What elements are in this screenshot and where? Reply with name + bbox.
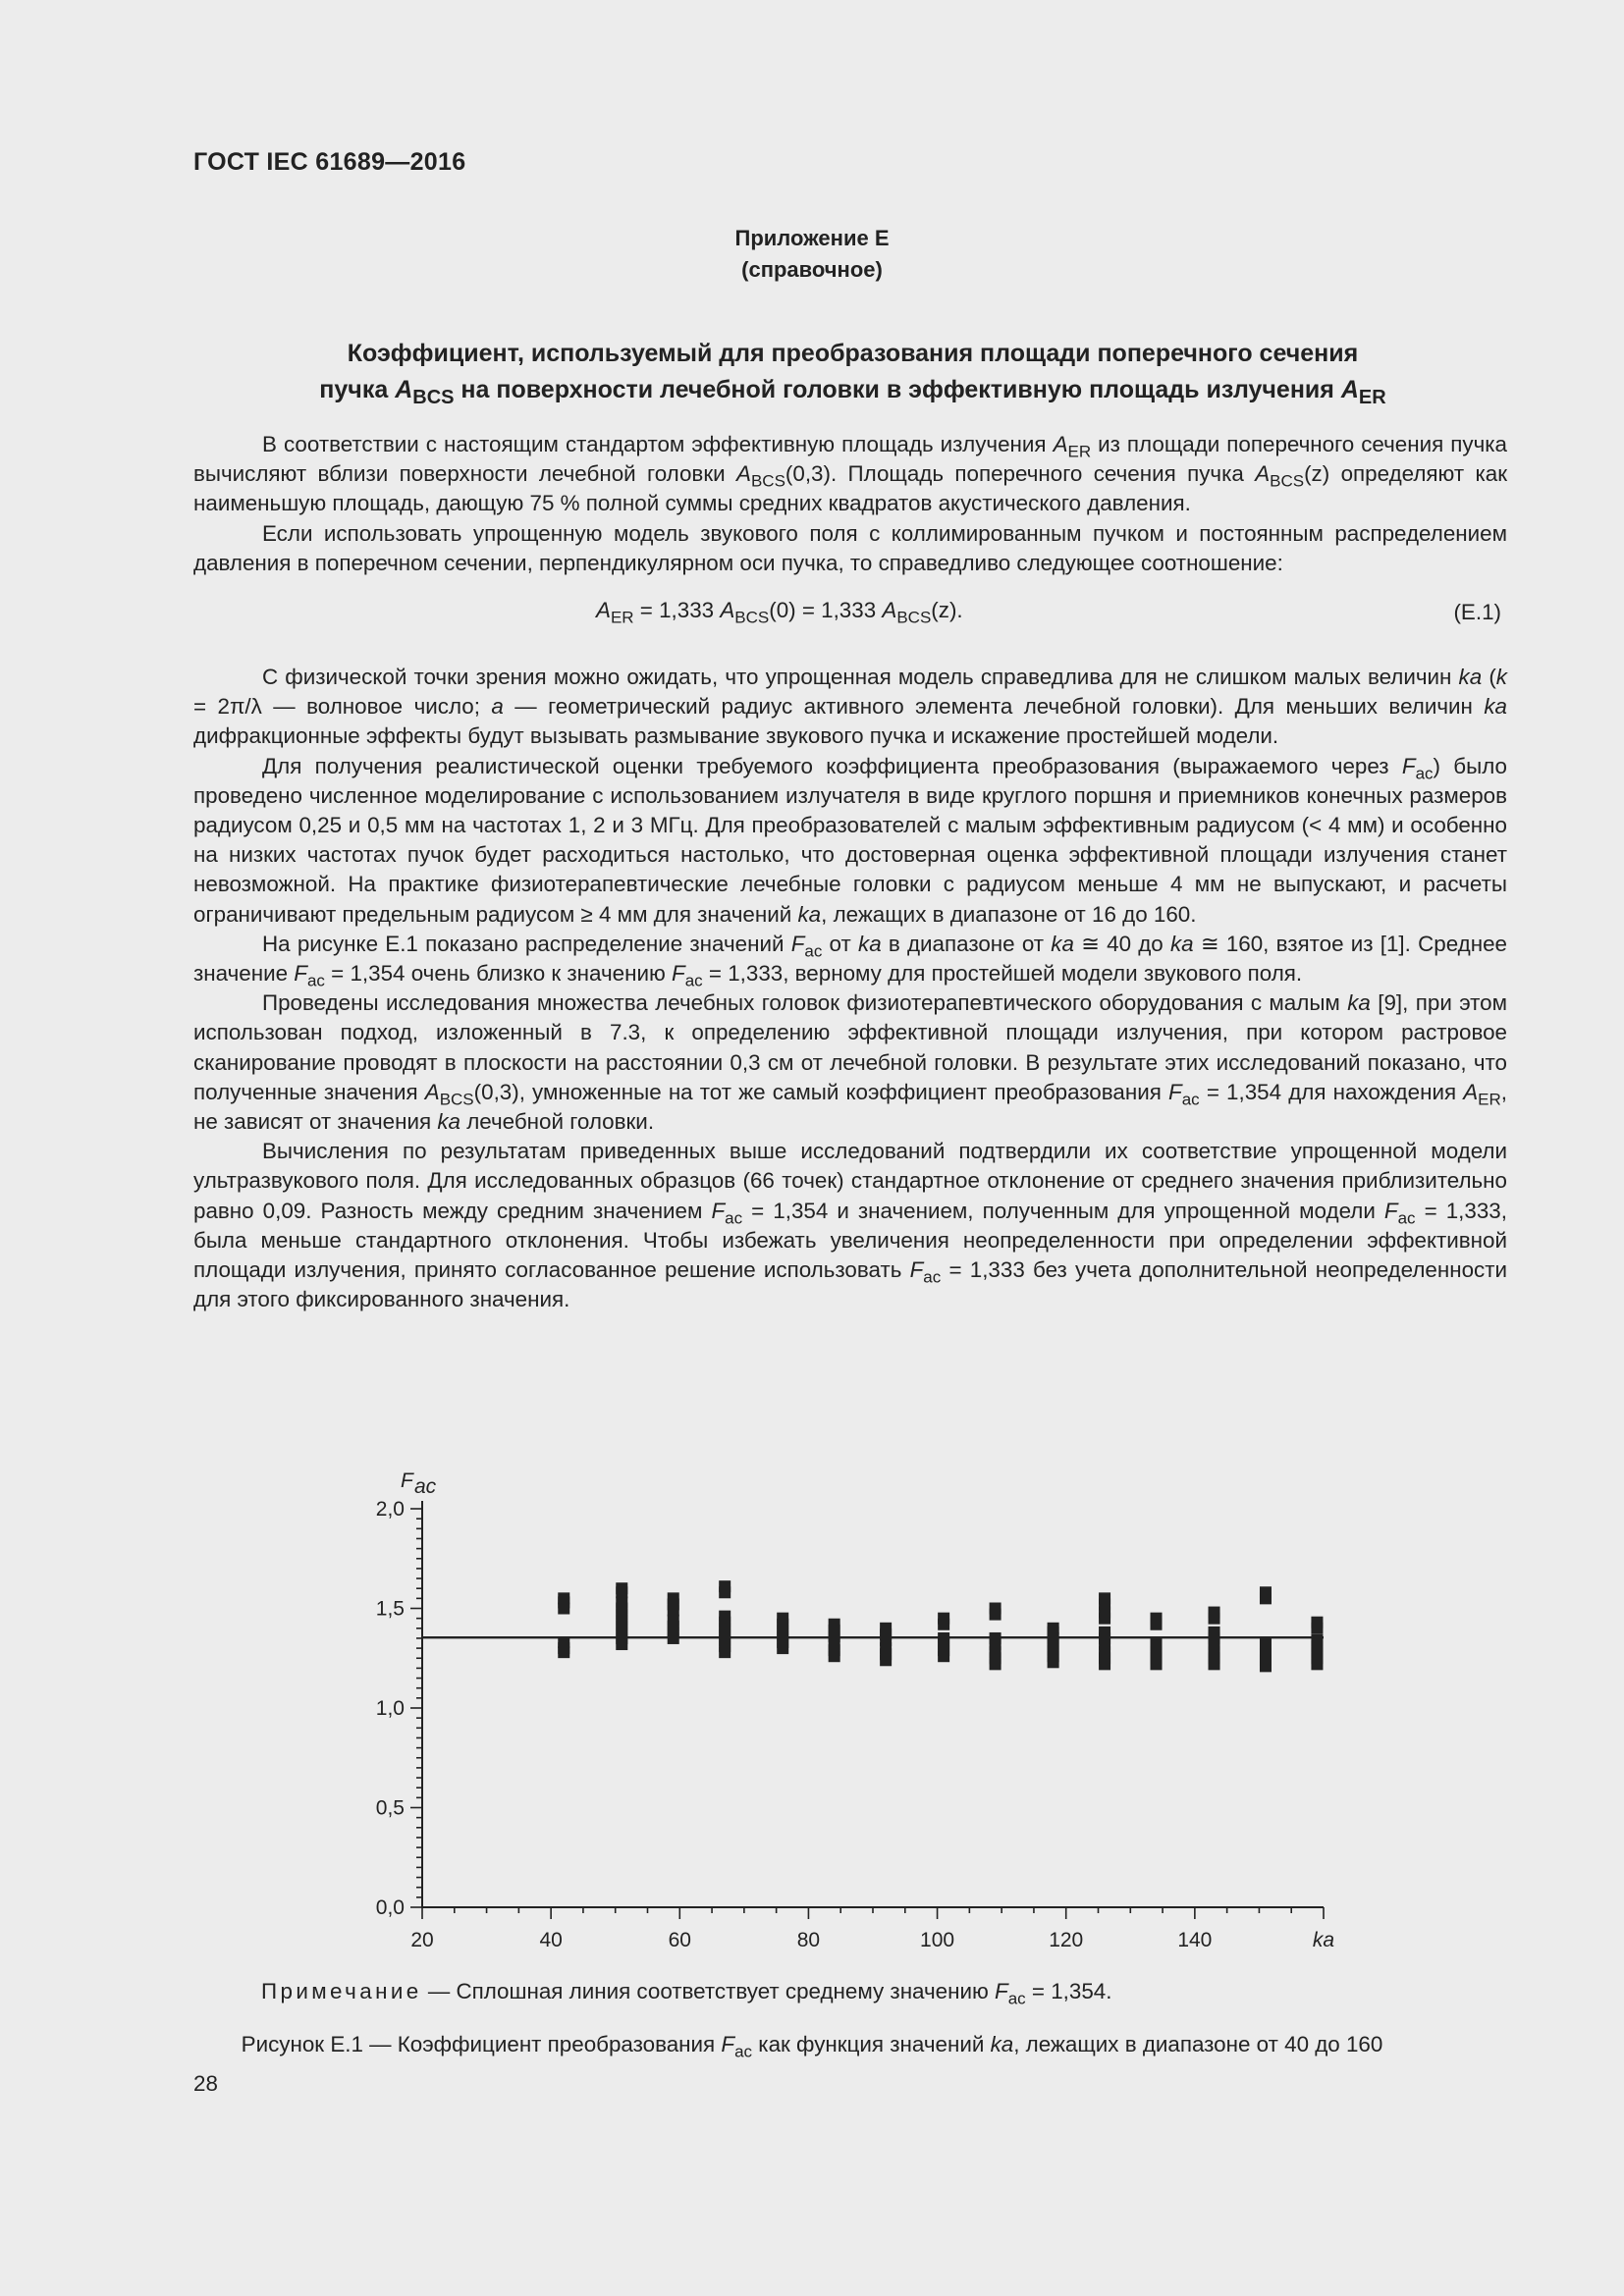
page-number: 28 [193, 2071, 218, 2096]
paragraph-6: Проведены исследования множества лечебных головок физиотерапевтического оборудования с малым ka [9], при этом использован подход, изложенный в 7.3, к определению эффективной площади излучения, при котором растровое сканирование проводят в плоскости на расстоянии 0,3 см от лечебной головки. В результате этих исследований показано, что полученные значения $A_{BCS}(0,3)$, умноженные на тот же самый коэффициент преобразования $F_{ac} = 1,354$ для нахождения $A_{ER}$, не зависят от значения ka лечебной головки. [193, 990, 1508, 1135]
data-point [1151, 1638, 1163, 1650]
data-point [616, 1582, 627, 1594]
paragraph-5: На рисунке Е.1 показано распределение значений $F_{ac}$ от ka в диапазоне от ka ≅ 40 до ka ≅ 160, взятое из [1]. Среднее значение $F_{ac} = 1,354$ очень близко к значению $F_{ac} = 1,333$, верному для простейшей модели звукового поля. [193, 931, 1507, 990]
data-point [938, 1613, 949, 1625]
data-point [990, 1603, 1001, 1615]
formula-number: (Е.1) [1453, 600, 1501, 625]
paragraph-2: Если использовать упрощенную модель звукового поля с коллимированным пучком и постоянным распределением давления в поперечном сечении, перпендикулярном оси пучка, то справедливо следующее соотношение: [193, 520, 1507, 575]
data-point [1151, 1613, 1163, 1625]
x-tick-label: 20 [410, 1929, 434, 1951]
data-point [558, 1636, 569, 1648]
data-point [1260, 1638, 1272, 1650]
title-line1: Коэффициент, используемый для преобразования площади поперечного сечения [347, 340, 1359, 367]
data-point [558, 1592, 569, 1604]
data-point [990, 1632, 1001, 1644]
figure-caption: Рисунок Е.1 — Коэффициент преобразования $F_{ac}$ как функция значений ka, лежащих в диапазоне от 40 до 160 [241, 2032, 1383, 2061]
paragraph-3: С физической точки зрения можно ожидать, что упрощенная модель справедлива для не слишком малых величин ka (k = 2π/λ — волновое число; a — геометрический радиус активного элемента лечебной головки). Для меньших величин ka дифракционные эффекты будут вызывать размывание звукового пучка и искажение простейшей модели. [193, 665, 1507, 749]
y-axis-label-sub: ac [414, 1475, 437, 1498]
y-axis-label: F [401, 1469, 413, 1492]
y-tick-label: 1,5 [375, 1597, 405, 1621]
x-tick-label: 60 [668, 1929, 691, 1951]
data-point [1209, 1607, 1220, 1619]
appendix-type: (справочное) [741, 257, 883, 282]
data-point [880, 1623, 892, 1634]
data-point [829, 1619, 840, 1630]
chart-svg [324, 1463, 1345, 1973]
paragraph-4: Для получения реалистической оценки требуемого коэффициента преобразования (выражаемого через $F_{ac}$) было проведено численное моделирование с использованием излучателя в виде круглого поршня и приемников конечных размеров радиусом 0,25 и 0,5 мм на частотах 1, 2 и 3 МГц. Для преобразователей с малым эффективным радиусом (< 4 мм) и особенно на низких частотах пучок будет расходиться настолько, что достоверная оценка эффективной площади излучения станет невозможной. На практике физиотерапевтические лечебные головки с радиусом меньше 4 мм не выпускают, и расчеты ограничивают предельным радиусом ≥ 4 мм для значений ka, лежащих в диапазоне от 16 до 160. [193, 753, 1507, 927]
data-point [1311, 1617, 1323, 1629]
figure-e1-chart [324, 1463, 1345, 1973]
x-tick-label: 40 [539, 1929, 563, 1951]
paragraph-1: В соответствии с настоящим стандартом эффективную площадь излучения $A_{ER}$ из площади поперечного сечения пучка вычисляют вблизи поверхности лечебной головки $A_{BCS}(0,3)$. Площадь поперечного сечения пучка $A_{BCS}(z)$ определяют как наименьшую площадь, дающую 75 % полной суммы средних квадратов акустического давления. [193, 432, 1508, 516]
body-text [193, 430, 1507, 1314]
y-tick-label: 0,5 [375, 1796, 405, 1820]
data-point [1209, 1627, 1220, 1638]
paragraph-7: Вычисления по результатам приведенных выше исследований подтвердили их соответствие упрощенной модели ультразвукового поля. Для исследованных образцов (66 точек) стандартное отклонение от среднего значения приблизительно равно 0,09. Разность между средним значением $F_{ac} = 1,354$ и значением, полученным для упрощенной модели $F_{ac} = 1,333$, была меньше стандартного отклонения. Чтобы избежать увеличения неопределенности при определении эффективной площади излучения, принято согласованное решение использовать $F_{ac} = 1,333$ без учета дополнительной неопределенности для этого фиксированного значения. [193, 1139, 1507, 1312]
y-tick-label: 0,0 [375, 1896, 405, 1919]
appendix-title: Приложение Е [734, 226, 890, 250]
x-axis-label: ka [1312, 1929, 1335, 1951]
x-tick-label: 120 [1049, 1929, 1084, 1951]
data-point [719, 1611, 731, 1623]
x-tick-label: 140 [1177, 1929, 1213, 1951]
data-point [1311, 1634, 1323, 1646]
formula-expression: $A_{ER} = 1,333$ $A_{BCS}(0) = 1,333$ $A_{BCS}(z)$. [596, 598, 963, 627]
standard-header: ГОСТ IEC 61689—2016 [193, 148, 466, 176]
data-point [1099, 1592, 1110, 1604]
formula-e1 [193, 584, 1507, 643]
data-point [777, 1613, 788, 1625]
data-point [719, 1580, 731, 1592]
y-tick-label: 2,0 [375, 1498, 405, 1521]
x-tick-label: 100 [920, 1929, 955, 1951]
data-point [1048, 1623, 1059, 1634]
figure-note: Примечание — Сплошная линия соответствует среднему значению $F_{ac} = 1,354$. [261, 1979, 1112, 2008]
data-point [668, 1592, 679, 1604]
data-point [1099, 1627, 1110, 1638]
data-point [938, 1632, 949, 1644]
section-title: Коэффициент, используемый для преобразования площади поперечного сечения пучка $A_{BCS}$ на поверхности лечебной головки в эффективную площадь излучения $A_{ER}$ [319, 340, 1386, 408]
x-tick-label: 80 [796, 1929, 821, 1951]
data-point [1260, 1586, 1272, 1598]
y-tick-label: 1,0 [375, 1697, 405, 1720]
